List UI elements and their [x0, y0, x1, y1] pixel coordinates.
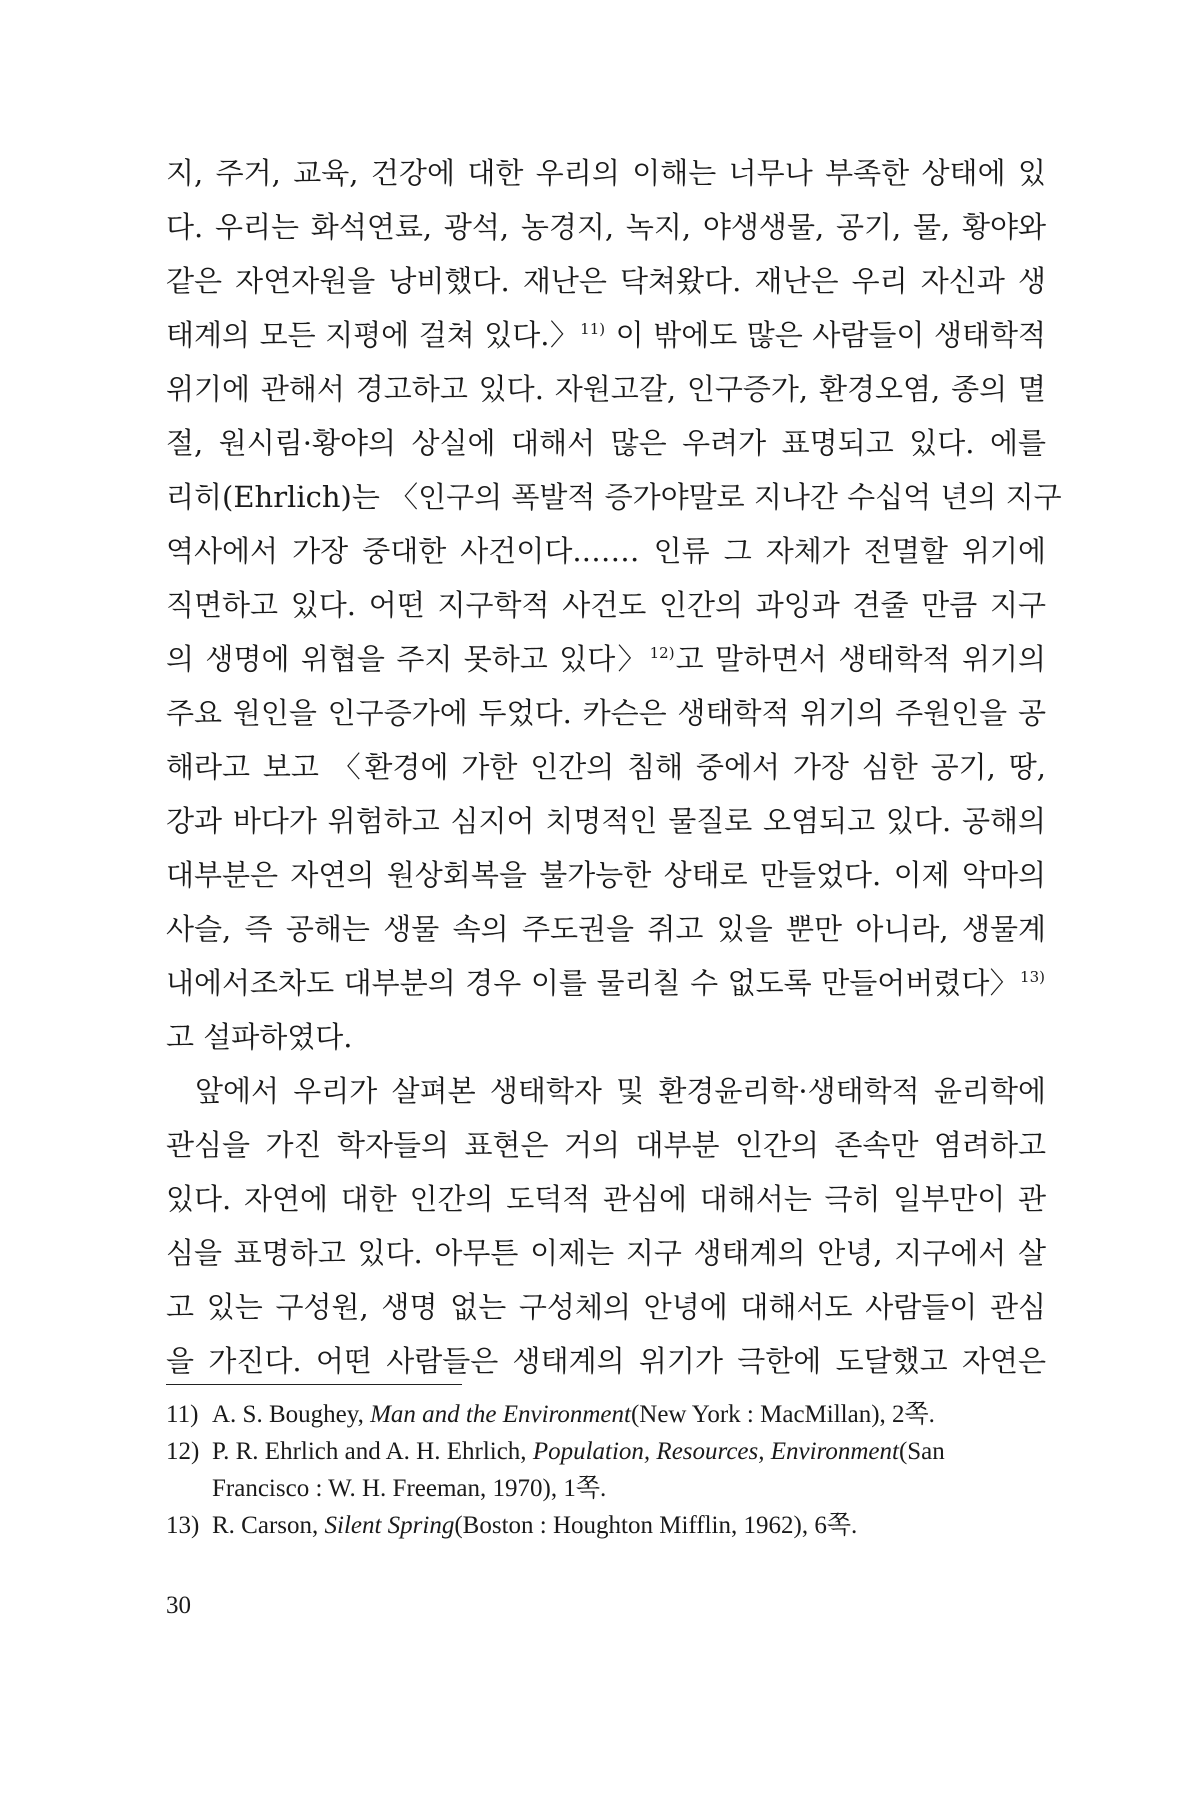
footnote-ref-11: 11) — [580, 320, 606, 339]
footnote-12 — [166, 1433, 1066, 1470]
footnote-12-continuation: Francisco : W. H. Freeman, 1970), 1쪽. — [212, 1475, 607, 1502]
footnote-ref-12: 12) — [649, 644, 675, 663]
footnote-title: Population, Resources, Environment — [532, 1438, 899, 1465]
footnote-title: Man and the Environment — [370, 1401, 631, 1428]
footnote-13 — [166, 1507, 1066, 1544]
text-line-with-footnote-ref — [166, 956, 1046, 1010]
text-line-paragraph-start: 앞에서 우리가 살펴본 생태학자 및 환경윤리학·생태학적 윤리학에 — [195, 1074, 1046, 1108]
text-segment: 고 말하면서 생태학적 위기의 — [675, 642, 1046, 676]
footnote-text — [212, 1507, 857, 1544]
text-line-with-footnote-ref — [166, 632, 1046, 686]
text-line: 대부분은 자연의 원상회복을 불가능한 상태로 만들었다. 이제 악마의 — [166, 858, 1046, 892]
footnote-publication: (New York : MacMillan), 2쪽. — [630, 1401, 935, 1428]
text-line: 다. 우리는 화석연료, 광석, 농경지, 녹지, 야생생물, 공기, 물, 황야와 — [166, 210, 1046, 244]
text-line: 같은 자연자원을 낭비했다. 재난은 닥쳐왔다. 재난은 우리 자신과 생 — [166, 264, 1046, 298]
footnote-author: A. S. Boughey, — [212, 1401, 371, 1428]
text-line: 관심을 가진 학자들의 표현은 거의 대부분 인간의 존속만 염려하고 — [166, 1128, 1046, 1162]
body-text — [166, 146, 1062, 1388]
text-line: 고 있는 구성원, 생명 없는 구성체의 안녕에 대해서도 사람들이 관심 — [166, 1290, 1046, 1324]
footnote-title: Silent Spring — [324, 1512, 455, 1539]
text-line: 절, 원시림·황야의 상실에 대해서 많은 우려가 표명되고 있다. 에를 — [166, 426, 1046, 460]
text-line: 리히(Ehrlich)는 〈인구의 폭발적 증가야말로 지나간 수십억 년의 지구 — [166, 480, 1062, 514]
footnote-author: R. Carson, — [212, 1512, 325, 1539]
text-line: 위기에 관해서 경고하고 있다. 자원고갈, 인구증가, 환경오염, 종의 멸 — [166, 372, 1046, 406]
text-line: 역사에서 가장 중대한 사건이다.…… 인류 그 자체가 전멸할 위기에 — [166, 534, 1046, 568]
footnote-text — [212, 1396, 935, 1433]
footnote-publication: (San — [898, 1438, 945, 1465]
footnote-author: P. R. Ehrlich and A. H. Ehrlich, — [212, 1438, 533, 1465]
footnotes — [166, 1396, 1066, 1544]
footnote-text — [212, 1433, 945, 1470]
text-line: 을 가진다. 어떤 사람들은 생태계의 위기가 극한에 도달했고 자연은 — [166, 1344, 1046, 1378]
page-number: 30 — [166, 1592, 191, 1619]
text-line-paragraph-end: 고 설파하였다. — [166, 1020, 353, 1054]
text-line: 해라고 보고 〈환경에 가한 인간의 침해 중에서 가장 심한 공기, 땅, — [166, 750, 1046, 784]
text-line: 직면하고 있다. 어떤 지구학적 사건도 인간의 과잉과 견줄 만큼 지구 — [166, 588, 1046, 622]
text-segment: 이 밖에도 많은 사람들이 생태학적 — [606, 318, 1046, 352]
footnote-11 — [166, 1396, 1066, 1433]
text-line: 강과 바다가 위험하고 심지어 치명적인 물질로 오염되고 있다. 공해의 — [166, 804, 1046, 838]
text-line: 있다. 자연에 대한 인간의 도덕적 관심에 대해서는 극히 일부만이 관 — [166, 1182, 1046, 1216]
text-line: 사슬, 즉 공해는 생물 속의 주도권을 쥐고 있을 뿐만 아니라, 생물계 — [166, 912, 1046, 946]
text-segment: 의 생명에 위협을 주지 못하고 있다〉 — [166, 642, 649, 676]
text-line: 심을 표명하고 있다. 아무튼 이제는 지구 생태계의 안녕, 지구에서 살 — [166, 1236, 1046, 1270]
footnote-divider — [166, 1384, 462, 1385]
text-line-with-footnote-ref — [166, 308, 1046, 362]
text-line: 지, 주거, 교육, 건강에 대한 우리의 이해는 너무나 부족한 상태에 있 — [166, 156, 1046, 190]
footnote-publication: (Boston : Houghton Mifflin, 1962), 6쪽. — [454, 1512, 858, 1539]
text-segment: 태계의 모든 지평에 걸쳐 있다.〉 — [166, 318, 580, 352]
footnote-number: 13) — [166, 1512, 200, 1539]
text-segment: 내에서조차도 대부분의 경우 이를 물리칠 수 없도록 만들어버렸다〉 — [166, 966, 1020, 1000]
text-line: 주요 원인을 인구증가에 두었다. 카슨은 생태학적 위기의 주원인을 공 — [166, 696, 1046, 730]
footnote-number: 11) — [166, 1401, 199, 1428]
footnote-number: 12) — [166, 1438, 200, 1465]
footnote-ref-13: 13) — [1020, 968, 1045, 987]
